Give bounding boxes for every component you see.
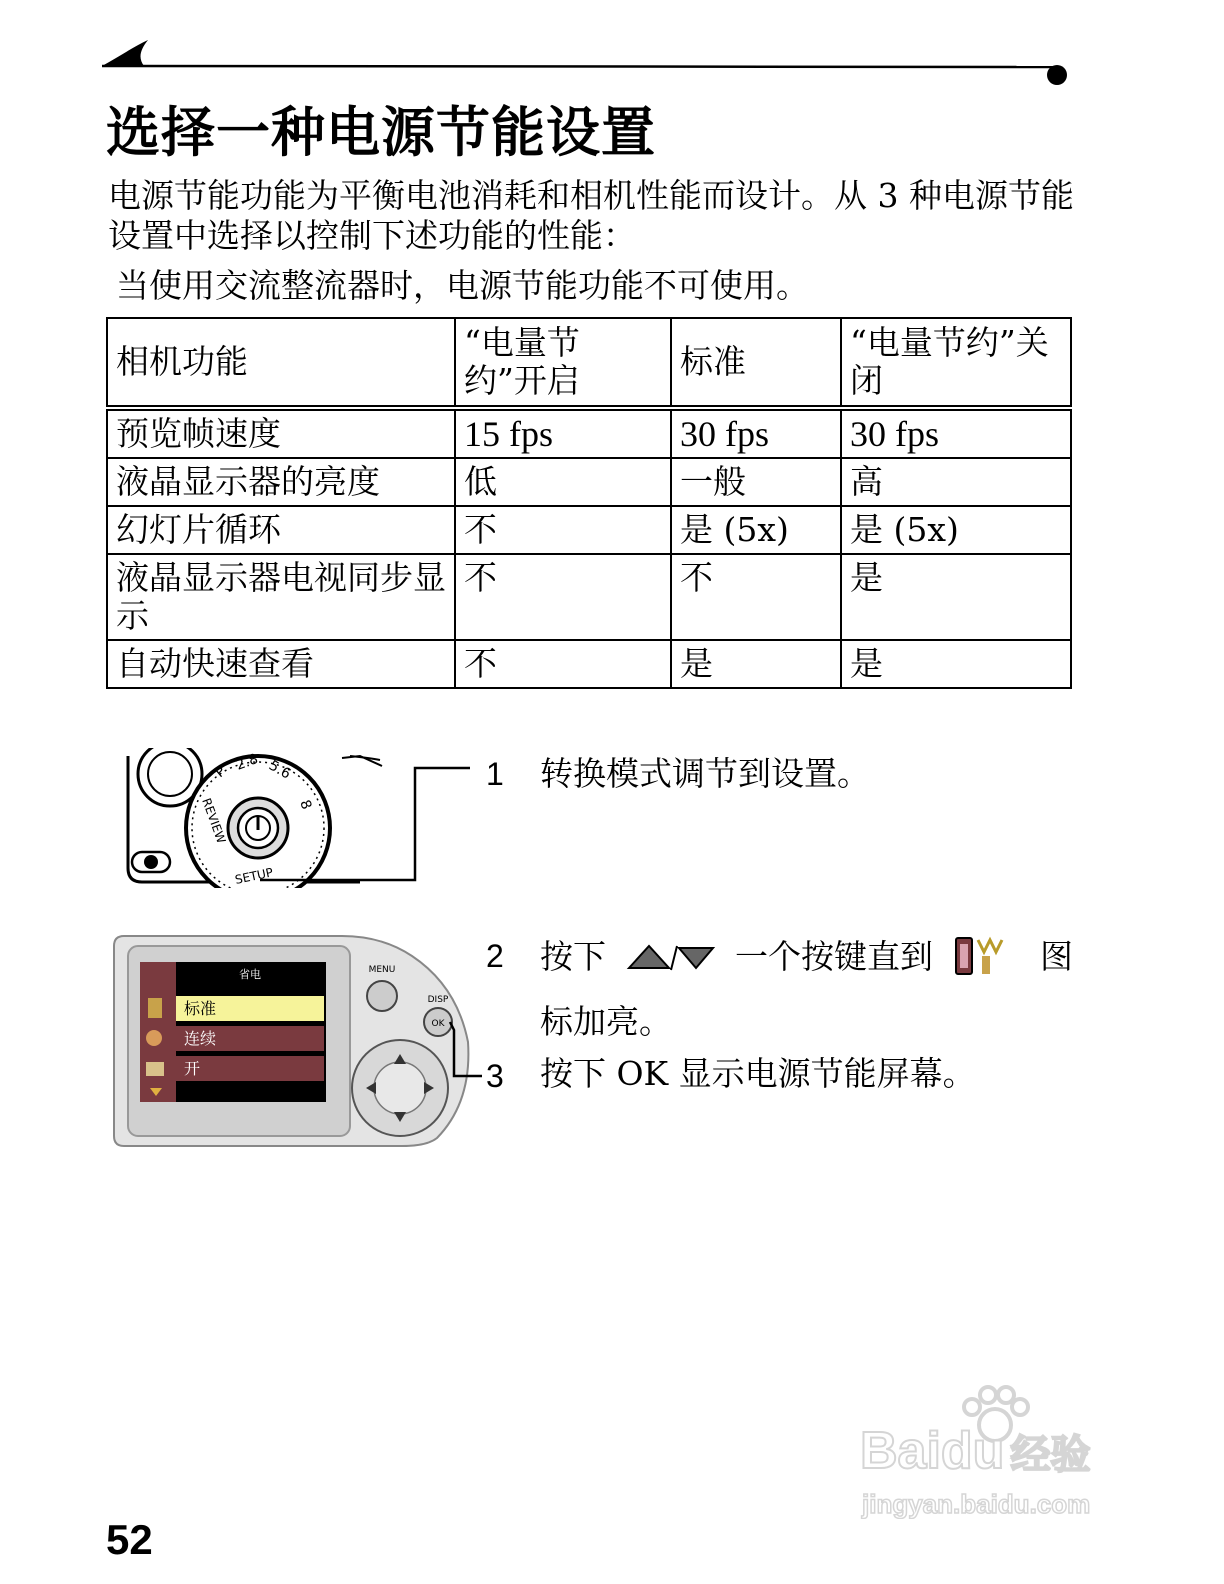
step-1-number: 1	[486, 756, 504, 792]
header-feature: 相机功能	[107, 318, 455, 408]
ok-button-label: OK	[431, 1019, 445, 1029]
setting-icon	[146, 1062, 164, 1076]
dial-label-review: REVIEW	[199, 796, 229, 846]
header-rule	[100, 36, 1080, 96]
menu-button-label: MENU	[368, 965, 396, 975]
disp-button-label: DISP	[427, 995, 449, 1005]
watermark-url: jingyan.baidu.com	[862, 1489, 1091, 1519]
step-2-number: 2	[486, 938, 504, 974]
table-cell: 不	[455, 640, 671, 688]
table-cell: 液晶显示器的亮度	[107, 458, 455, 506]
table-header-row	[107, 318, 1071, 408]
table-cell: 15 fps	[455, 408, 671, 458]
table-row	[107, 458, 1071, 506]
lcd-menu-item: 开	[184, 1059, 201, 1078]
table-row	[107, 506, 1071, 554]
table-cell: 液晶显示器电视同步显示	[107, 554, 455, 640]
table-cell: 幻灯片循环	[107, 506, 455, 554]
table-row	[107, 408, 1071, 458]
step-2-text-before: 按下	[540, 937, 606, 976]
table-cell: 一般	[671, 458, 841, 506]
camera-back-illustration	[112, 932, 492, 1152]
power-save-table	[106, 317, 1072, 689]
header-save-on: “电量节约”开启	[455, 318, 671, 408]
page-number: 52	[106, 1516, 153, 1563]
table-cell: 不	[455, 506, 671, 554]
swoosh-icon	[102, 40, 148, 66]
watermark-brand2: du	[940, 1422, 1005, 1480]
flash-icon	[144, 855, 158, 869]
table-cell: 是 (5x)	[841, 506, 1071, 554]
intro-paragraph: 电源节能功能为平衡电池消耗和相机性能而设计。从 3 种电源节能设置中选择以控制下述功能的性能：	[108, 176, 1074, 255]
continuous-icon	[146, 1030, 162, 1046]
flash-button[interactable]	[132, 852, 170, 872]
page-title: 选择一种电源节能设置	[106, 101, 656, 164]
table-cell: 30 fps	[671, 408, 841, 458]
dial-label-f28: 2.8	[233, 751, 261, 774]
step-3-number: 3	[486, 1058, 504, 1094]
lcd-screen	[140, 962, 326, 1102]
table-cell: 预览帧速度	[107, 408, 455, 458]
dial-label-setup: SETUP	[233, 865, 275, 887]
directional-pad[interactable]	[352, 1040, 448, 1136]
table-cell: 是 (5x)	[671, 506, 841, 554]
table-cell: 是	[671, 640, 841, 688]
table-cell: 是	[841, 554, 1071, 640]
lcd-menu-item: 连续	[184, 1029, 217, 1048]
watermark-brand: Bai	[860, 1422, 941, 1480]
table-cell: 自动快速查看	[107, 640, 455, 688]
step-2-text-end: 图	[1040, 937, 1073, 976]
ac-adapter-note: 当使用交流整流器时，电源节能功能不可使用。	[116, 266, 809, 305]
up-down-arrows-icon	[625, 942, 717, 972]
baidu-watermark	[860, 1385, 1150, 1525]
table-cell: 30 fps	[841, 408, 1071, 458]
table-cell: 是	[841, 640, 1071, 688]
table-cell: 高	[841, 458, 1071, 506]
table-cell: 不	[671, 554, 841, 640]
step-2-text-line2: 标加亮。	[540, 1002, 672, 1041]
table-cell: 不	[455, 554, 671, 640]
dial-label-f56: 5.6	[266, 757, 294, 783]
battery-saver-icon	[148, 998, 162, 1018]
step-3-text: 按下 OK 显示电源节能屏幕。	[540, 1054, 976, 1093]
dial-label-p: P	[212, 763, 230, 782]
battery-saver-icon	[952, 934, 1008, 978]
mode-dial-illustration	[120, 748, 500, 888]
dial-label-f8: 8	[296, 797, 315, 812]
ok-button[interactable]	[424, 995, 452, 1036]
lcd-menu-title: 省电	[239, 968, 261, 981]
step-2-text-after: 一个按键直到	[735, 937, 933, 976]
table-row	[107, 640, 1071, 688]
table-cell: 低	[455, 458, 671, 506]
step-2-text	[540, 934, 1073, 978]
header-save-off: “电量节约”关闭	[841, 318, 1071, 408]
step-1-text: 转换模式调节到设置。	[540, 754, 870, 793]
menu-button[interactable]	[367, 965, 397, 1011]
lcd-menu-item: 标准	[184, 999, 217, 1018]
table-row	[107, 554, 1071, 640]
watermark-brand-cn: 经验	[1010, 1433, 1091, 1477]
bullet-dot-icon	[1047, 65, 1067, 85]
header-standard: 标准	[671, 318, 841, 408]
